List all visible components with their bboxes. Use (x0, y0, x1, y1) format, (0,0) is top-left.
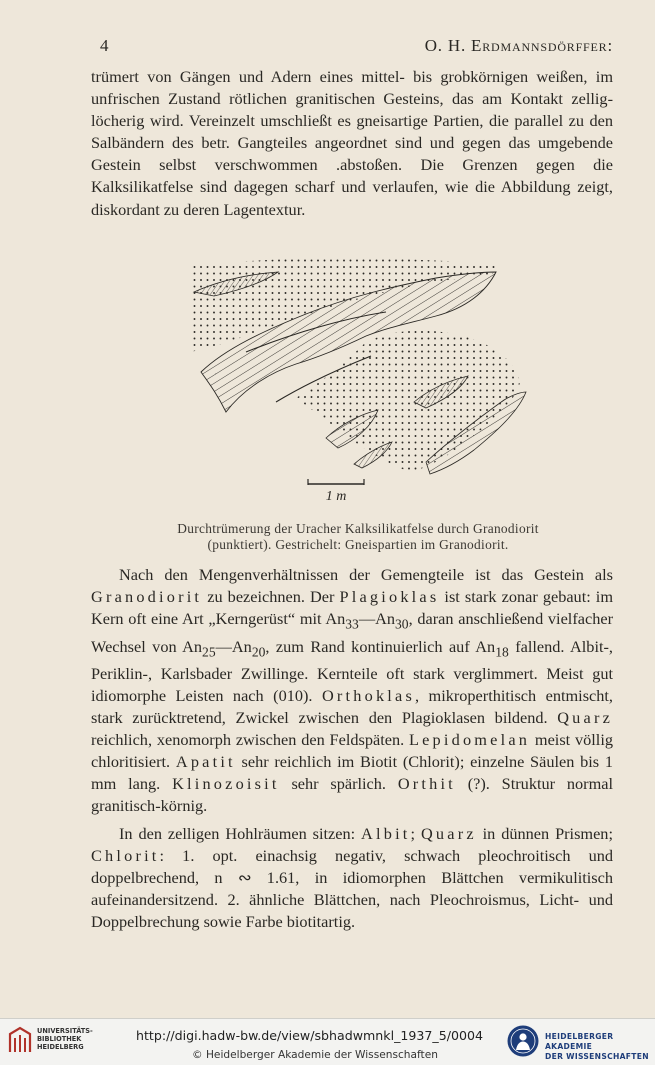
page-header (100, 36, 613, 60)
viewer-footer (0, 1018, 655, 1065)
university-library-logo-icon[interactable] (8, 1026, 32, 1054)
scale-label: 1 m (325, 489, 347, 500)
running-title: O. H. Erdmannsdörffer: (424, 36, 613, 55)
term-albit: Albit (361, 824, 411, 843)
term-apatit: Apatit (175, 752, 236, 772)
paragraph-mineralogy: Nach den Mengenverhältnissen der Gemengteile ist das Gestein als Granodiorit zu bezeichnen. Der Plagioklas ist stark zonar gebaut: im Kern oft eine Art „Kerngerüst“ mit $An_{33}—An_{30}$, daran anschließend vielfacher Wechsel von $An_{25}—An_{20}$, zum Rand kontinuierlich auf $An_{18}$ fallend. Albit-, Periklin-, Karlsbader Zwillinge. Kernteile oft stark verglimmert. Meist gut idiomorphe Leisten nach (010). Orthoklas, mikroperthitisch entmischt, stark zurücktretend, Zwickel zwischen den Plagioklasen bildend. Quarz reichlich, xenomorph zwischen den Feldspäten. Lepidomelan meist völlig chloritisiert. Apatit sehr reichlich im Biotit (Chlorit); einzelne Säulen bis 1 mm lang. Klinozoisit sehr spärlich. Orthit (?). Struktur normal granitisch-körnig. (91, 565, 613, 816)
term-orthit: Orthit (397, 774, 456, 794)
page-number: 4 (100, 36, 109, 55)
term-quarz-prisms: Quarz (420, 824, 477, 843)
figure-caption (108, 521, 608, 552)
paragraph-cavities: In den zelligen Hohlräumen sitzen: Albit; Quarz in dünnen Prismen; Chlorit: 1. opt. einachsig negativ, schwach pleochroitisch und doppelbrechend, n ∾ 1.61, in idiomorphen Blättchen vermikulitisch aufeinandersitzend. 2. ähnliche Blättchen, nach Pleochroismus, Licht- und Doppelbrechung sowie Farbe biotitartig. (91, 824, 613, 932)
caption-line-2: (punktiert). Gestrichelt: Gneispartien im Granodiorit. (207, 536, 509, 552)
term-granodiorit: Granodiorit (91, 587, 203, 607)
term-chlorit: Chlorit (91, 846, 160, 866)
copyright-notice: © Heidelberger Akademie der Wissenschaften (192, 1049, 438, 1061)
paragraph-intro: trümert von Gängen und Adern eines mittel- bis grobkörnigen weißen, im unfrischen Zustand rötlichen granitischen Gesteins, das am Kontakt zellig-löcherig wird. Vereinzelt umschließt es gneisartige Partien, die parallel zu den Salbändern des betr. Gangteiles angeordnet sind und gegen das umgebende Gestein selbst verschwommen .abstoßen. Die Grenzen gegen die Kalksilikatfelse sind dagegen scharf und verlaufen, wie die Abbildung zeigt, diskordant zu deren Lagentextur. (91, 67, 613, 219)
academy-name[interactable]: HEIDELBERGER AKADEMIE DER WISSENSCHAFTEN (545, 1032, 649, 1061)
permalink-url[interactable]: http://digi.hadw-bw.de/view/sbhadwmnkl_1937_5/0004 (136, 1028, 484, 1043)
university-library-name[interactable]: UNIVERSITÄTS- BIBLIOTHEK HEIDELBERG (37, 1027, 93, 1051)
term-quarz: Quarz (557, 708, 613, 728)
geological-sketch-drawing (186, 252, 531, 500)
term-lepidomelan: Lepidomelan (408, 730, 531, 750)
term-klinozoisit: Klinozoisit (172, 774, 280, 794)
caption-line-1: Durchtrümerung der Uracher Kalksilikatfelse durch Granodiorit (177, 521, 539, 536)
term-plagioklas: Plagioklas (339, 587, 440, 607)
geological-sketch-figure (186, 252, 531, 500)
term-orthoklas: Orthoklas (321, 685, 415, 705)
academy-seal-icon[interactable] (506, 1024, 540, 1058)
